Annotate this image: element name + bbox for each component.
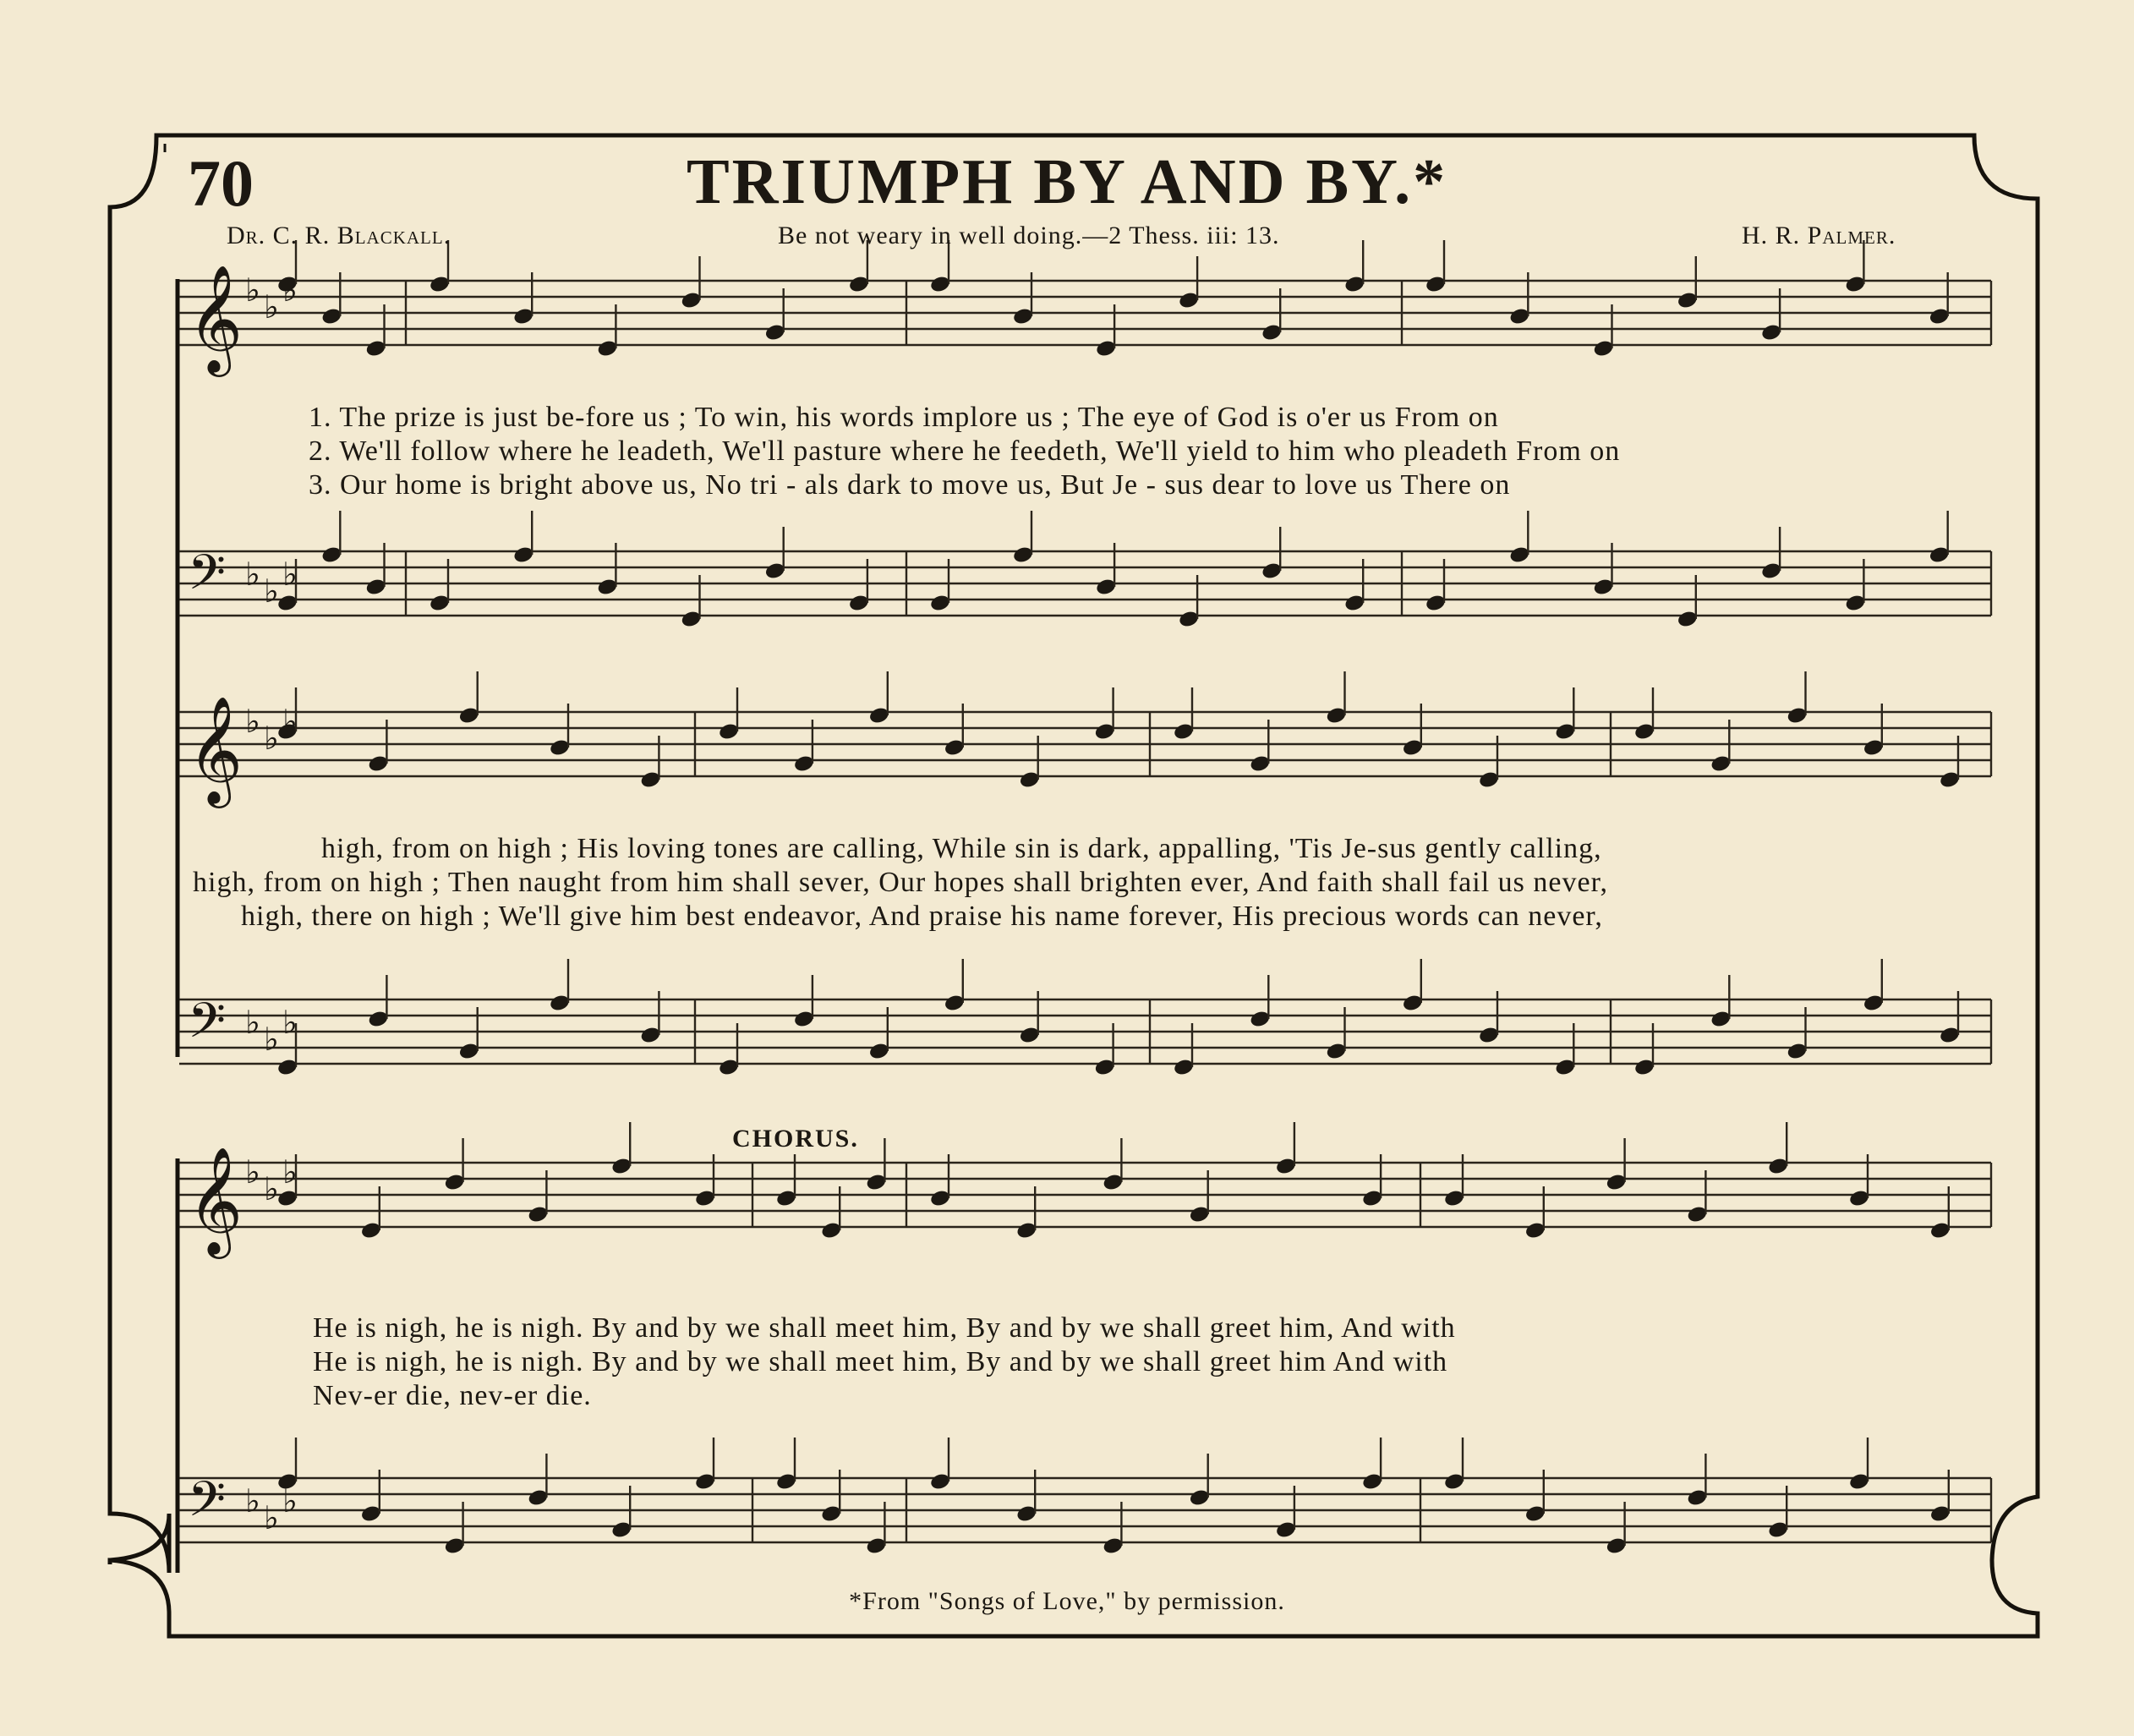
treble-clef-icon: 𝄞: [188, 264, 243, 372]
flat-icon: ♭: [282, 271, 298, 309]
verse-3-line-1: 3. Our home is bright above us, No tri - als dark to move us, But Je - sus dear to love us There on: [309, 469, 1511, 501]
flat-icon: ♭: [245, 703, 260, 740]
flat-icon: ♭: [245, 556, 260, 593]
flat-icon: ♭: [264, 1170, 279, 1208]
flat-icon: ♭: [264, 1021, 279, 1058]
bass-clef-icon: 𝄢: [188, 544, 227, 613]
footnote: *From "Songs of Love," by permission.: [849, 1587, 1285, 1615]
author-credit: Dr. C. R. Blackall.: [227, 222, 451, 249]
flat-icon: ♭: [282, 1153, 298, 1191]
flat-icon: ♭: [264, 720, 279, 757]
flat-icon: ♭: [245, 1482, 260, 1520]
chorus-line-3: Nev-er die, nev-er die.: [313, 1380, 592, 1411]
treble-clef-icon: 𝄞: [188, 1146, 243, 1254]
treble-clef-icon: 𝄞: [188, 695, 243, 803]
verse-2-line-1: 2. We'll follow where he leadeth, We'll pasture where he feedeth, We'll yield to him who pleadeth From on: [309, 435, 1621, 467]
flat-icon: ♭: [245, 1004, 260, 1041]
page-number: 70: [188, 146, 254, 220]
flat-icon: ♭: [245, 1153, 260, 1191]
verse-3-line-2: high, there on high ; We'll give him best endeavor, And praise his name forever, His precious words can never,: [241, 901, 1603, 932]
flat-icon: ♭: [264, 1499, 279, 1536]
verse-1-line-1: 1. The prize is just be-fore us ; To win, his words implore us ; The eye of God is o'er us From on: [309, 402, 1499, 433]
music-staff: [179, 959, 1991, 1076]
flat-icon: ♭: [264, 572, 279, 610]
flat-icon: ♭: [264, 288, 279, 326]
verse-1-line-2: high, from on high ; His loving tones are calling, While sin is dark, appalling, 'Tis Je-sus gently calling,: [321, 833, 1602, 864]
flat-icon: ♭: [245, 271, 260, 309]
music-staff: [179, 240, 1991, 377]
epigraph: Be not weary in well doing.—2 Thess. iii: 13.: [778, 222, 1280, 249]
chorus-line-2: He is nigh, he is nigh. By and by we shall meet him, By and by we shall greet him And with: [313, 1346, 1448, 1377]
verse-2-line-2: high, from on high ; Then naught from him shall sever, Our hopes shall brighten ever, And faith shall fail us never,: [193, 867, 1609, 898]
music-staff: [179, 1122, 1991, 1259]
music-staff: [179, 511, 1991, 628]
music-staff: [179, 671, 1991, 808]
music-staff: [179, 1438, 1991, 1555]
bass-clef-icon: 𝄢: [188, 992, 227, 1061]
flat-icon: ♭: [282, 1482, 298, 1520]
bass-clef-icon: 𝄢: [188, 1470, 227, 1540]
chorus-label: CHORUS.: [732, 1125, 859, 1153]
chorus-line-1: He is nigh, he is nigh. By and by we shall meet him, By and by we shall greet him, And with: [313, 1312, 1456, 1344]
flat-icon: ♭: [282, 703, 298, 740]
flat-icon: ♭: [282, 556, 298, 593]
composer-credit: H. R. Palmer.: [1742, 222, 1896, 249]
flat-icon: ♭: [282, 1004, 298, 1041]
hymn-title: TRIUMPH BY AND BY.*: [686, 146, 1448, 217]
